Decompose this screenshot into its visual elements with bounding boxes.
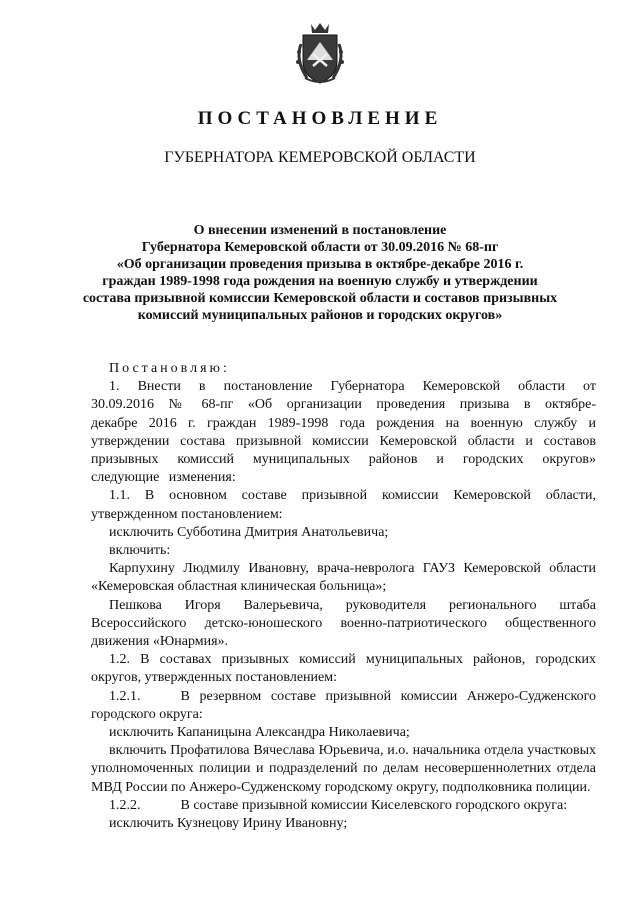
coat-of-arms-icon bbox=[293, 20, 347, 86]
paragraph-1: 1. Внести в постановление Губернатора Кемеровской области от 30.09.2016 № 68-пг «Об организации проведения призыва в октябре-декабре 2016 г. граждан 1989-1998 года рождения на военную службу и утверждении состава призывной комиссии Кемеровской области и составов призывных комиссий муниципальных районов и городских округов» следующие изменения: bbox=[91, 379, 596, 486]
heading-line: «Об организации проведения призыва в октябре-декабре 2016 г. bbox=[116, 257, 524, 272]
exclude-item: исключить Капаницына Александра Николаевича; bbox=[109, 725, 410, 741]
heading-line: Губернатора Кемеровской области от 30.09.2016 № 68-пг bbox=[141, 240, 499, 255]
paragraph-1-2: 1.2. В составах призывных комиссий муниципальных районов, городских округов, утвержденных постановлением: bbox=[91, 652, 596, 686]
clause-number: 1.2.2. bbox=[109, 797, 141, 813]
heading-line: О внесении изменений в постановление bbox=[193, 223, 447, 238]
include-item: Карпухину Людмилу Ивановну, врача-невролога ГАУЗ Кемеровской области «Кемеровская областная клиническая больница»; bbox=[91, 561, 596, 595]
document-subtitle: ГУБЕРНАТОРА КЕМЕРОВСКОЙ ОБЛАСТИ bbox=[164, 149, 476, 166]
include-item: включить Профатилова Вячеслава Юрьевича, и.о. начальника отдела участковых уполномоченных полиции и подразделений по делам несовершеннолетних отдела МВД России по Анжеро-Судженскому городскому округу, подполковника полиции. bbox=[91, 743, 596, 795]
heading-line: состава призывной комиссии Кемеровской области и составов призывных bbox=[82, 291, 558, 306]
exclude-item: исключить Субботина Дмитрия Анатольевича; bbox=[109, 524, 389, 540]
heading-line: граждан 1989-1998 года рождения на военную службу и утверждении bbox=[102, 274, 538, 289]
exclude-item: исключить Кузнецову Ирину Ивановну; bbox=[109, 816, 348, 832]
clause-text: В резервном составе призывной комиссии Анжеро-Судженского городского округа: bbox=[91, 688, 596, 722]
resolve-word: Постановляю: bbox=[109, 361, 230, 376]
clause-number: 1.2.1. bbox=[109, 688, 141, 704]
paragraph-1-1: 1.1. В основном составе призывной комиссии Кемеровской области, утвержденном постановлением: bbox=[91, 488, 596, 522]
paragraph-1-2-1 bbox=[91, 688, 596, 724]
clause-text: В составе призывной комиссии Киселевского городского округа: bbox=[180, 797, 568, 813]
document-body bbox=[91, 360, 596, 833]
include-item: Пешкова Игоря Валерьевича, руководителя регионального штаба Всероссийского детско-юношеского военно-патриотического общественного движения «Юнармия». bbox=[91, 597, 596, 650]
include-label: включить: bbox=[109, 543, 171, 559]
document-heading bbox=[60, 222, 580, 324]
document-title: ПОСТАНОВЛЕНИЕ bbox=[197, 108, 443, 129]
heading-line: комиссий муниципальных районов и городских округов» bbox=[137, 308, 503, 323]
paragraph-1-2-2 bbox=[91, 797, 596, 815]
